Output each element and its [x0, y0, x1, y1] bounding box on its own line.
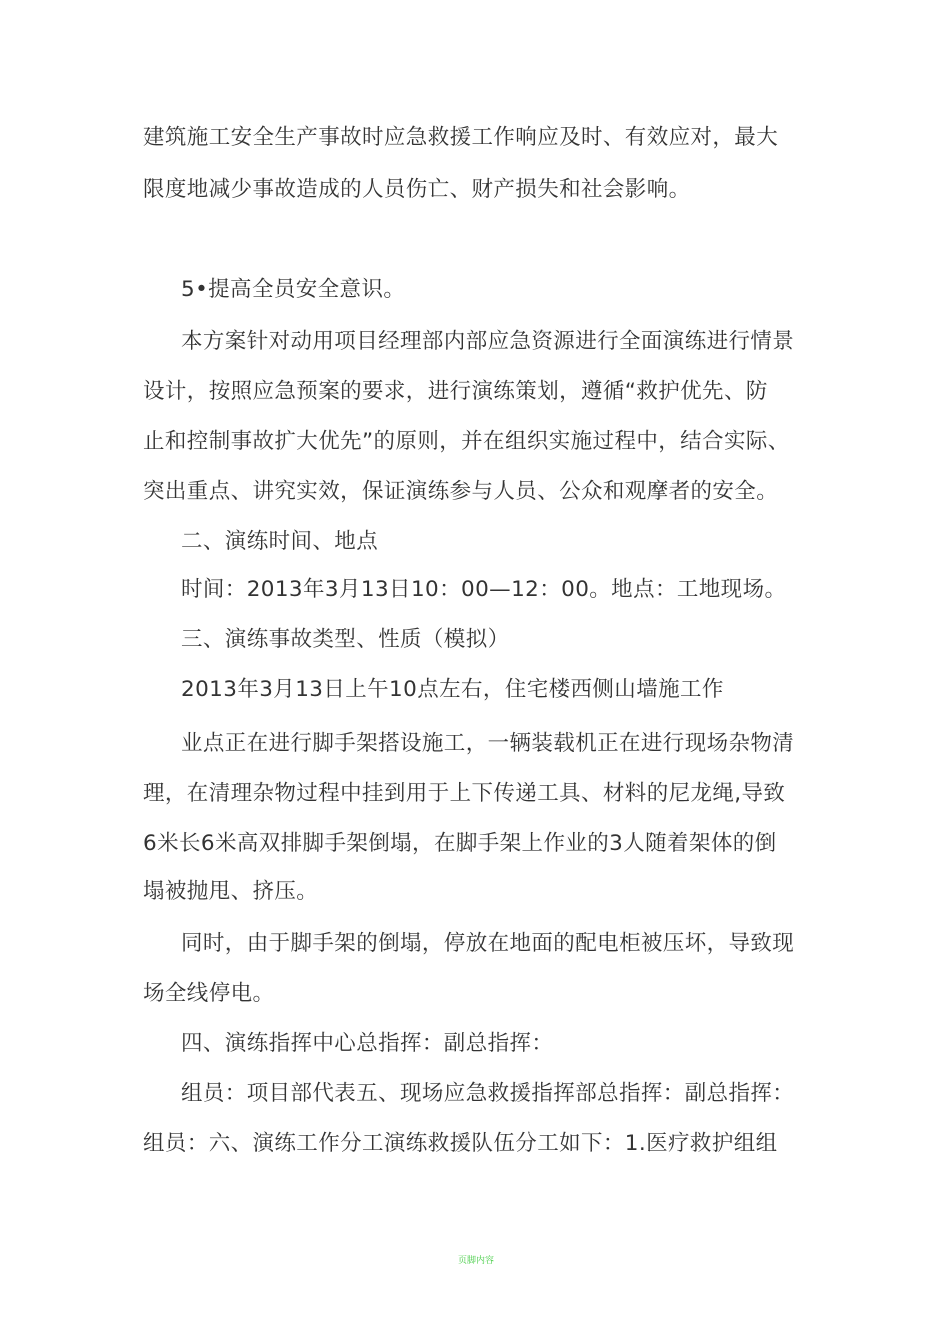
section-heading-4: 四、演练指挥中心总指挥：副总指挥：: [181, 1031, 554, 1056]
text-line-13: 理，在清理杂物过程中挂到用于上下传递工具、材料的尼龙绳,导致: [143, 781, 786, 806]
text-line-5: 设计，按照应急预案的要求，进行演练策划，遵循“救护优先、防: [143, 379, 768, 404]
text-line-11: 2013年3月13日上午10点左右，住宅楼西侧山墙施工作: [181, 677, 724, 702]
text-line-19: 组员：项目部代表五、现场应急救援指挥部总指挥：副总指挥：: [181, 1081, 795, 1106]
text-line-16: 同时，由于脚手架的倒塌，停放在地面的配电柜被压坏，导致现: [181, 931, 795, 956]
section-heading-2: 二、演练时间、地点: [181, 529, 379, 554]
text-line-15: 塌被抛甩、挤压。: [143, 879, 319, 904]
text-line-1: 建筑施工安全生产事故时应急救援工作响应及时、有效应对，最大: [143, 125, 779, 150]
text-line-4: 本方案针对动用项目经理部内部应急资源进行全面演练进行情景: [181, 329, 795, 354]
page-footer: 页脚内容: [458, 1256, 495, 1266]
text-line-12: 业点正在进行脚手架搭设施工，一辆装载机正在进行现场杂物清: [181, 731, 795, 756]
text-line-20: 组员：六、演练工作分工演练救援队伍分工如下：1.医疗救护组组: [143, 1131, 778, 1156]
text-line-17: 场全线停电。: [143, 981, 275, 1006]
text-line-9: 时间：2013年3月13日10：00—12：00。地点：工地现场。: [181, 577, 787, 602]
section-heading-3: 三、演练事故类型、性质（模拟）: [181, 627, 510, 652]
text-line-2: 限度地减少事故造成的人员伤亡、财产损失和社会影响。: [143, 177, 691, 202]
text-line-14: 6米长6米高双排脚手架倒塌，在脚手架上作业的3人随着架体的倒: [143, 831, 777, 856]
text-line-7: 突出重点、讲究实效，保证演练参与人员、公众和观摩者的安全。: [143, 479, 779, 504]
text-line-6: 止和控制事故扩大优先”的原则，并在组织实施过程中，结合实际、: [143, 429, 790, 454]
text-line-3: 5•提高全员安全意识。: [181, 277, 406, 302]
